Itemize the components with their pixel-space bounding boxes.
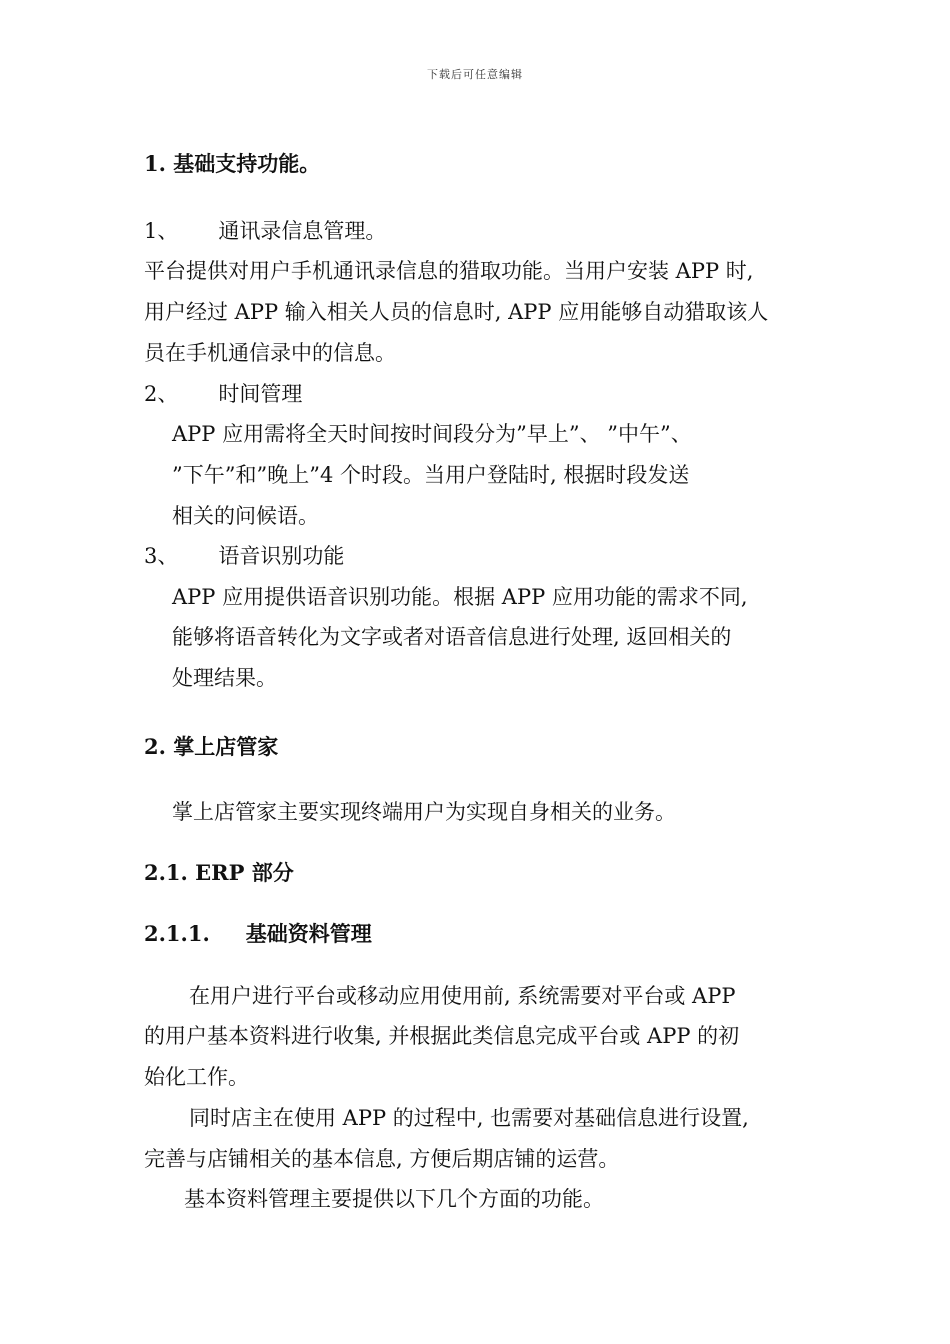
item-3-text-line-2: 能够将语音转化为文字或者对语音信息进行处理, 返回相关的 bbox=[172, 625, 732, 649]
section-2-1-heading: 2.1. ERP 部分 bbox=[144, 860, 294, 885]
item-2-text-line-2: ”下午”和”晚上”4 个时段。当用户登陆时, 根据时段发送 bbox=[172, 463, 690, 487]
paragraph-line-5: 完善与店铺相关的基本信息, 方便后期店铺的运营。 bbox=[144, 1147, 620, 1171]
section-2-1-1-number: 2.1.1. bbox=[144, 921, 210, 946]
item-3-title: 语音识别功能 bbox=[218, 544, 345, 568]
paragraph-line-6: 基本资料管理主要提供以下几个方面的功能。 bbox=[184, 1187, 604, 1211]
item-2-heading bbox=[144, 379, 302, 409]
item-3-number: 3、 bbox=[144, 544, 179, 568]
section-2-heading: 2. 掌上店管家 bbox=[144, 734, 279, 759]
item-1-text-line-1: 平台提供对用户手机通讯录信息的猎取功能。当用户安装 APP 时, bbox=[144, 259, 754, 283]
paragraph-line-3: 始化工作。 bbox=[144, 1065, 249, 1089]
item-1-text-line-2: 用户经过 APP 输入相关人员的信息时, APP 应用能够自动猎取该人 bbox=[144, 300, 769, 324]
item-2-text-line-3: 相关的问候语。 bbox=[172, 504, 319, 528]
item-2-title: 时间管理 bbox=[218, 382, 303, 406]
paragraph-line-2: 的用户基本资料进行收集, 并根据此类信息完成平台或 APP 的初 bbox=[144, 1024, 740, 1048]
item-1-title: 通讯录信息管理。 bbox=[218, 219, 387, 243]
section-2-intro: 掌上店管家主要实现终端用户为实现自身相关的业务。 bbox=[172, 800, 676, 824]
item-1-text-line-3: 员在手机通信录中的信息。 bbox=[144, 341, 396, 365]
item-3-text-line-3: 处理结果。 bbox=[172, 666, 277, 690]
page-header-watermark: 下载后可任意编辑 bbox=[427, 68, 523, 81]
section-2-1-1-heading bbox=[144, 919, 372, 949]
paragraph-line-4: 同时店主在使用 APP 的过程中, 也需要对基础信息进行设置, bbox=[189, 1106, 749, 1130]
item-2-text-line-1: APP 应用需将全天时间按时间段分为”早上”、 ”中午”、 bbox=[172, 422, 692, 446]
item-1-number: 1、 bbox=[144, 219, 179, 243]
paragraph-line-1: 在用户进行平台或移动应用使用前, 系统需要对平台或 APP bbox=[189, 984, 736, 1008]
section-1-heading: 1. 基础支持功能。 bbox=[144, 151, 321, 176]
item-1-heading bbox=[144, 216, 386, 246]
item-3-text-line-1: APP 应用提供语音识别功能。根据 APP 应用功能的需求不同, bbox=[172, 585, 748, 609]
section-2-1-1-title: 基础资料管理 bbox=[245, 921, 372, 946]
item-2-number: 2、 bbox=[144, 382, 179, 406]
item-3-heading bbox=[144, 541, 344, 571]
